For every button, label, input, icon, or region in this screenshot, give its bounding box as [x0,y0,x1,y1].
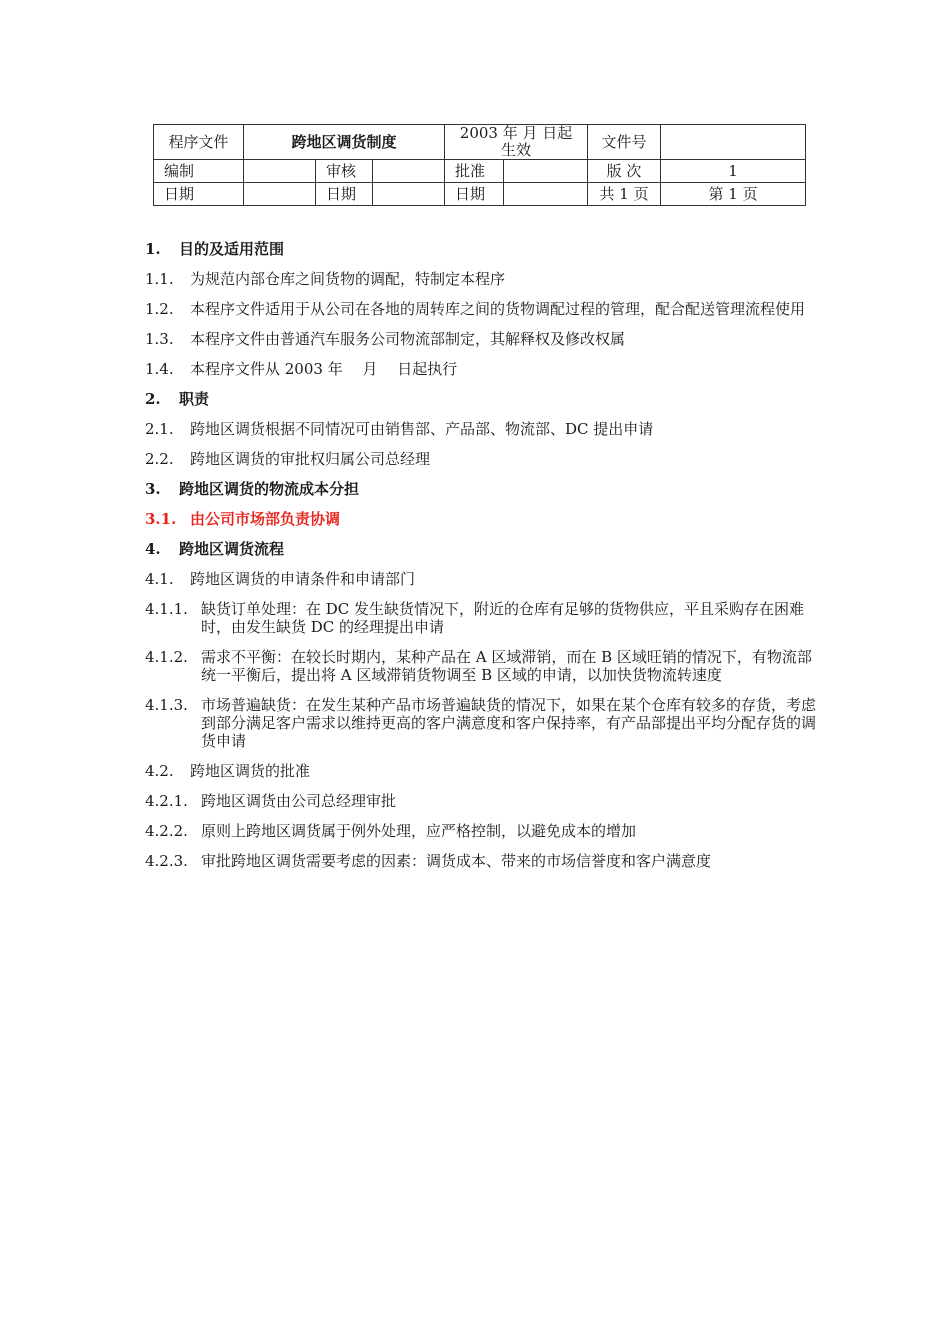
section-text: 职责 [179,390,210,408]
section-text: 目的及适用范围 [179,240,285,258]
section-heading [145,390,820,408]
section-number: 4.2.1. [145,792,188,810]
section-number: 1.4. [145,360,174,378]
date-label-1: 日期 [154,183,244,206]
date-value-3 [504,183,588,206]
section-number: 1.2. [145,300,174,318]
date-value-1 [244,183,316,206]
reviewed-by-label: 审核 [316,160,373,183]
section-number: 1.1. [145,270,174,288]
section-number: 1.3. [145,330,174,348]
section-text: 跨地区调货根据不同情况可由销售部、产品部、物流部、DC 提出申请 [190,420,654,438]
compiled-by-label: 编制 [154,160,244,183]
section-heading [145,240,820,258]
section-item [145,792,820,810]
section-text: 缺货订单处理：在 DC 发生缺货情况下，附近的仓库有足够的货物供应，平且采购存在困难时，由发生缺货 DC 的经理提出申请 [201,600,805,636]
section-text: 本程序文件由普通汽车服务公司物流部制定，其解释权及修改权属 [190,330,626,348]
page-number: 第 1 页 [661,183,806,206]
section-text: 审批跨地区调货需要考虑的因素：调货成本、带来的市场信誉度和客户满意度 [201,852,712,870]
section-text: 本程序文件适用于从公司在各地的周转库之间的货物调配过程的管理，配合配送管理流程使用 [190,300,806,318]
section-text: 跨地区调货的申请条件和申请部门 [190,570,416,588]
document-body [145,240,820,882]
section-item [145,696,820,750]
section-heading [145,480,820,498]
section-number: 4.2. [145,762,174,780]
section-number: 1. [145,240,161,258]
date-label-2: 日期 [316,183,373,206]
section-text: 跨地区调货的审批权归属公司总经理 [190,450,431,468]
section-number: 2.1. [145,420,174,438]
section-item [145,600,820,636]
section-item [145,852,820,870]
section-item [145,570,820,588]
doc-number-value [661,125,806,160]
header-row-2 [154,160,806,183]
section-number: 4.1.3. [145,696,188,714]
section-number: 3. [145,480,161,498]
section-text: 跨地区调货由公司总经理审批 [201,792,397,810]
version-label: 版 次 [588,160,661,183]
section-text: 跨地区调货的批准 [190,762,311,780]
section-item [145,360,820,378]
header-row-3 [154,183,806,206]
section-number: 4.2.3. [145,852,188,870]
section-item [145,762,820,780]
approved-by-label: 批准 [445,160,504,183]
section-text: 为规范内部仓库之间货物的调配，特制定本程序 [190,270,506,288]
section-text: 本程序文件从 2003 年 月 日起执行 [190,360,458,378]
section-number: 4.2.2. [145,822,188,840]
section-number: 2.2. [145,450,174,468]
reviewed-by-value [373,160,445,183]
section-number: 4.1.1. [145,600,188,618]
section-text: 需求不平衡：在较长时期内，某种产品在 A 区域滞销，而在 B 区域旺销的情况下，有物流部统一平衡后，提出将 A 区域滞销货物调至 B 区域的申请，以加快货物流转速度 [201,648,812,684]
section-text: 由公司市场部负责协调 [190,510,341,528]
section-number: 4.1. [145,570,174,588]
section-item [145,648,820,684]
section-number: 2. [145,390,161,408]
doc-type-label: 程序文件 [154,125,244,160]
total-pages: 共 1 页 [588,183,661,206]
date-value-2 [373,183,445,206]
section-item [145,300,820,318]
section-item [145,450,820,468]
section-text: 市场普遍缺货：在发生某种产品市场普遍缺货的情况下，如果在某个仓库有较多的存货，考虑到部分满足客户需求以维持更高的客户满意度和客户保持率，有产品部提出平均分配存货的调货申请 [201,696,817,750]
doc-title: 跨地区调货制度 [244,125,445,160]
version-value: 1 [661,160,806,183]
approved-by-value [504,160,588,183]
section-item [145,510,820,528]
section-item [145,822,820,840]
date-label-3: 日期 [445,183,504,206]
section-text: 跨地区调货流程 [179,540,285,558]
section-item [145,330,820,348]
effective-date: 2003 年 月 日起生效 [445,125,588,160]
section-item [145,270,820,288]
section-text: 原则上跨地区调货属于例外处理，应严格控制，以避免成本的增加 [201,822,637,840]
section-number: 4.1.2. [145,648,188,666]
section-number: 3.1. [145,510,177,528]
section-heading [145,540,820,558]
section-number: 4. [145,540,161,558]
document-header-table [153,124,806,206]
header-row-1 [154,125,806,160]
doc-number-label: 文件号 [588,125,661,160]
section-text: 跨地区调货的物流成本分担 [179,480,360,498]
compiled-by-value [244,160,316,183]
section-item [145,420,820,438]
